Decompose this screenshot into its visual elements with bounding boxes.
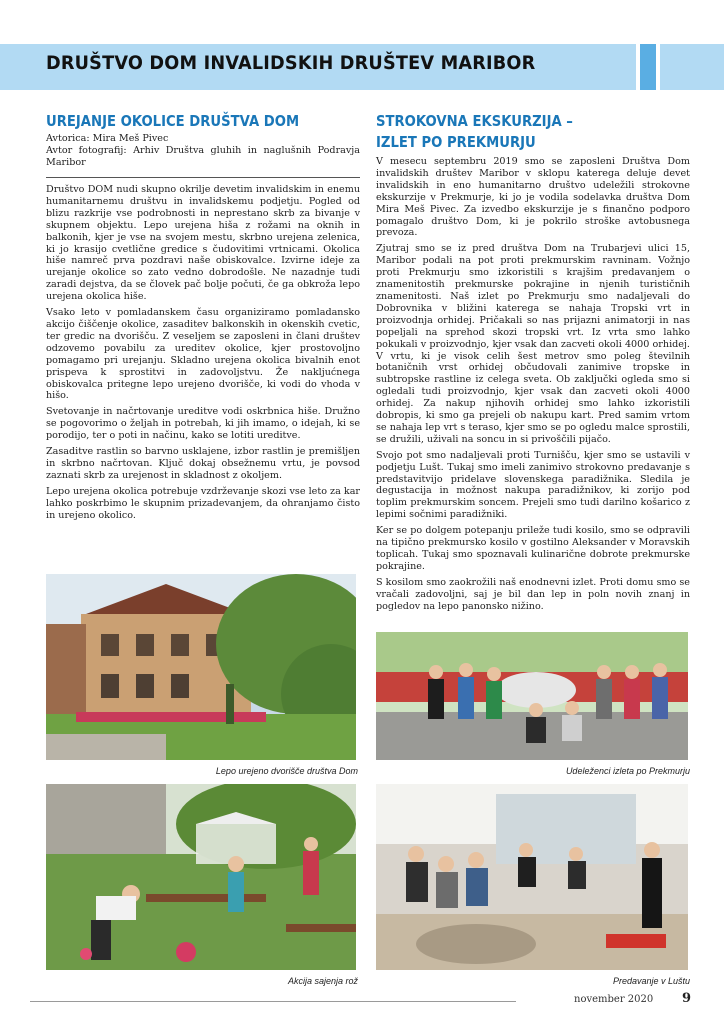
- article-right-paragraph: Ker se po dolgem potepanju prileže tudi kosilo, smo se odpravili na tipično prekmursko kosilo v gostilno Aleksander v Moravskih toplicah. Tukaj smo spoznavali kulinarične dobrote prekmurske pokrajine.: [376, 525, 690, 572]
- article-right-paragraph: Zjutraj smo se iz pred društva Dom na Trubarjevi ulici 15, Maribor podali na pot proti prekmurskim ravninam. Vožnjo proti Prekmurju smo izkoristili s krajšim predavanjem o znamenitostih prekmurske pokrajine in njenih turističnih znamenitosti. Naš izlet po Prekmurju smo nadaljevali do Dobrovnika v bližini katerega se nahaja Tropski vrt in proizvodnja orhidej. Pričakali so nas prijazni animatorji in nas popeljali na sprehod skozi tropski vrt. Iz vrta smo lahko pokukali v proizvodnjo, kjer vsak dan zacveti okoli 4000 orhidej. V vrtu, ki je visok celih šest metrov smo poleg številnih botaničnih vrst orhidej občudovali zanimive tropske in subtropske rastline iz celega sveta. Ob zaključki ogleda smo si ogledali tudi proizvodnjo, kjer vsak dan zacveti okoli 4000 orhidej. Za nakup njihovih orhidej smo lahko izkoristili dobropis, ki smo ga prejeli ob nakupu kart. Pred samim vrtom se nahaja lep vrt s teraso, kjer smo se po ogledu malce sprostili, se družili, uživali na soncu in si privoščili pijačo.: [376, 243, 690, 445]
- article-left: [46, 112, 360, 525]
- page-number: 9: [682, 991, 692, 1006]
- article-left-author: Avtorica: Mira Meš Pivec: [46, 133, 169, 144]
- article-left-divider: [46, 177, 360, 178]
- article-left-paragraph: Lepo urejena okolica potrebuje vzdrževanje skozi vse leto za kar lahko poskrbimo le skupnim prizadevanjem, da ohranjamo čisto in urejeno okolico.: [46, 485, 360, 521]
- article-left-paragraph: Vsako leto v pomladanskem času organiziramo pomladansko akcijo čiščenje okolice, zasaditev balkonskih in okenskih cvetic, ter gredic na dvorišču. Z veseljem se zaposleni in člani društev odzovemo povabilu za ureditev okolice, kjer prostovoljno pomagamo pri urejanju. Skladno urejena okolica bivalnih enot prispeva k sprostitvi in zadovoljstvu. Že nakljućnega obiskovalca pritegne lepo urejeno dvorišče, ki vodi do vhoda v hišo.: [46, 307, 360, 402]
- caption-group-prekmurje: Udeleženci izleta po Prekmurju: [565, 766, 690, 776]
- photo-lecture-lust: [376, 784, 688, 970]
- header-accent-block: [660, 44, 724, 90]
- caption-lecture-lust: Predavanje v Luštu: [612, 976, 690, 986]
- article-right-title-line1: STROKOVNA EKSKURZIJA –: [376, 112, 573, 130]
- article-left-photo-credit: Avtor fotografij: Arhiv Društva gluhih in naglušnih Podravja Maribor: [46, 145, 360, 168]
- article-right-title-line2: IZLET PO PREKMURJU: [376, 133, 536, 151]
- header-accent-bar: [640, 44, 656, 90]
- footer-divider: [30, 1001, 516, 1002]
- article-right-paragraph: Svojo pot smo nadaljevali proti Turnišču, kjer smo se ustavili v podjetju Lušt. Tukaj smo imeli zanimivo strokovno predavanje s predstavitvijo pridelave slovenskega paradižnika. Sledila je degustacija in možnost nakupa paradižnikov, ki zorijo pod toplim prekmurskim soncem. Prejeli smo tudi darilno košarico z lepimi sočnimi paradižniki.: [376, 449, 690, 521]
- photo-house-garden: [46, 574, 356, 760]
- footer-date: november 2020: [574, 994, 654, 1005]
- caption-planting: Akcija sajenja rož: [287, 976, 358, 986]
- article-left-paragraph: Društvo DOM nudi skupno okrilje devetim invalidskim in enemu humanitarnemu društvu in invalidskemu podjetju. Pogled od blizu razkrije vse podrobnosti in neprestano skrb za bivanje v skupnem objektu. Lepo urejena hiša z rožami na oknih in balkonih, kjer je vse na svojem mestu, skrbno urejena zelenica, ki jo krasijo cvetlične gredice s čudovitimi vrtnicami. Okolica hiše namreč prva pozdravi naše obiskovalce. Izvirne ideje za urejanje okolice so zato vedno dobrodošle. Ne nazadnje tudi zaradi dejstva, da se človek pač bolje počuti, če ga obkroža lepo urejena okolica hiše.: [46, 184, 360, 303]
- page-title: DRUŠTVO DOM INVALIDSKIH DRUŠTEV MARIBOR: [46, 52, 536, 74]
- article-right: [376, 112, 690, 617]
- article-right-paragraph: S kosilom smo zaokrožili naš enodnevni izlet. Proti domu smo se vračali zadovoljni, saj je bil dan lep in poln novih znanj in pogledov na lepo panonsko nižino.: [376, 576, 690, 612]
- article-left-title: UREJANJE OKOLICE DRUŠTVA DOM: [46, 112, 300, 130]
- article-left-paragraph: Zasaditve rastlin so barvno usklajene, izbor rastlin je premišljen in skrbno načrtovan. Ključ dokaj obsežnemu vrtu, je povsod zaznati skrb za urejenost in skladnost z okoljem.: [46, 446, 360, 481]
- photo-group-prekmurje: [376, 632, 688, 760]
- article-right-paragraph: V mesecu septembru 2019 smo se zaposleni Društva Dom invalidskih društev Maribor v sklopu katerega deluje devet invalidskih in eno humanitarno društvo udeležili strokovne ekskurzije v Prekmurje, ki jo je vodila sodelavka društva Dom Mira Meš Pivec. Za izvedbo ekskurzije je s finančno podporo pomagalo društvo Dom, ki je pokrilo stroške avtobusnega prevoza.: [376, 156, 690, 239]
- caption-house-garden: Lepo urejeno dvorišče društva Dom: [215, 766, 358, 776]
- article-left-paragraph: Svetovanje in načrtovanje ureditve vodi oskrbnica hiše. Družno se pogovorimo o željah in potrebah, ki jih imamo, o idejah, ki se porodijo, ter o poti in načinu, kako se lotiti ureditve.: [46, 406, 360, 442]
- photo-planting: [46, 784, 356, 970]
